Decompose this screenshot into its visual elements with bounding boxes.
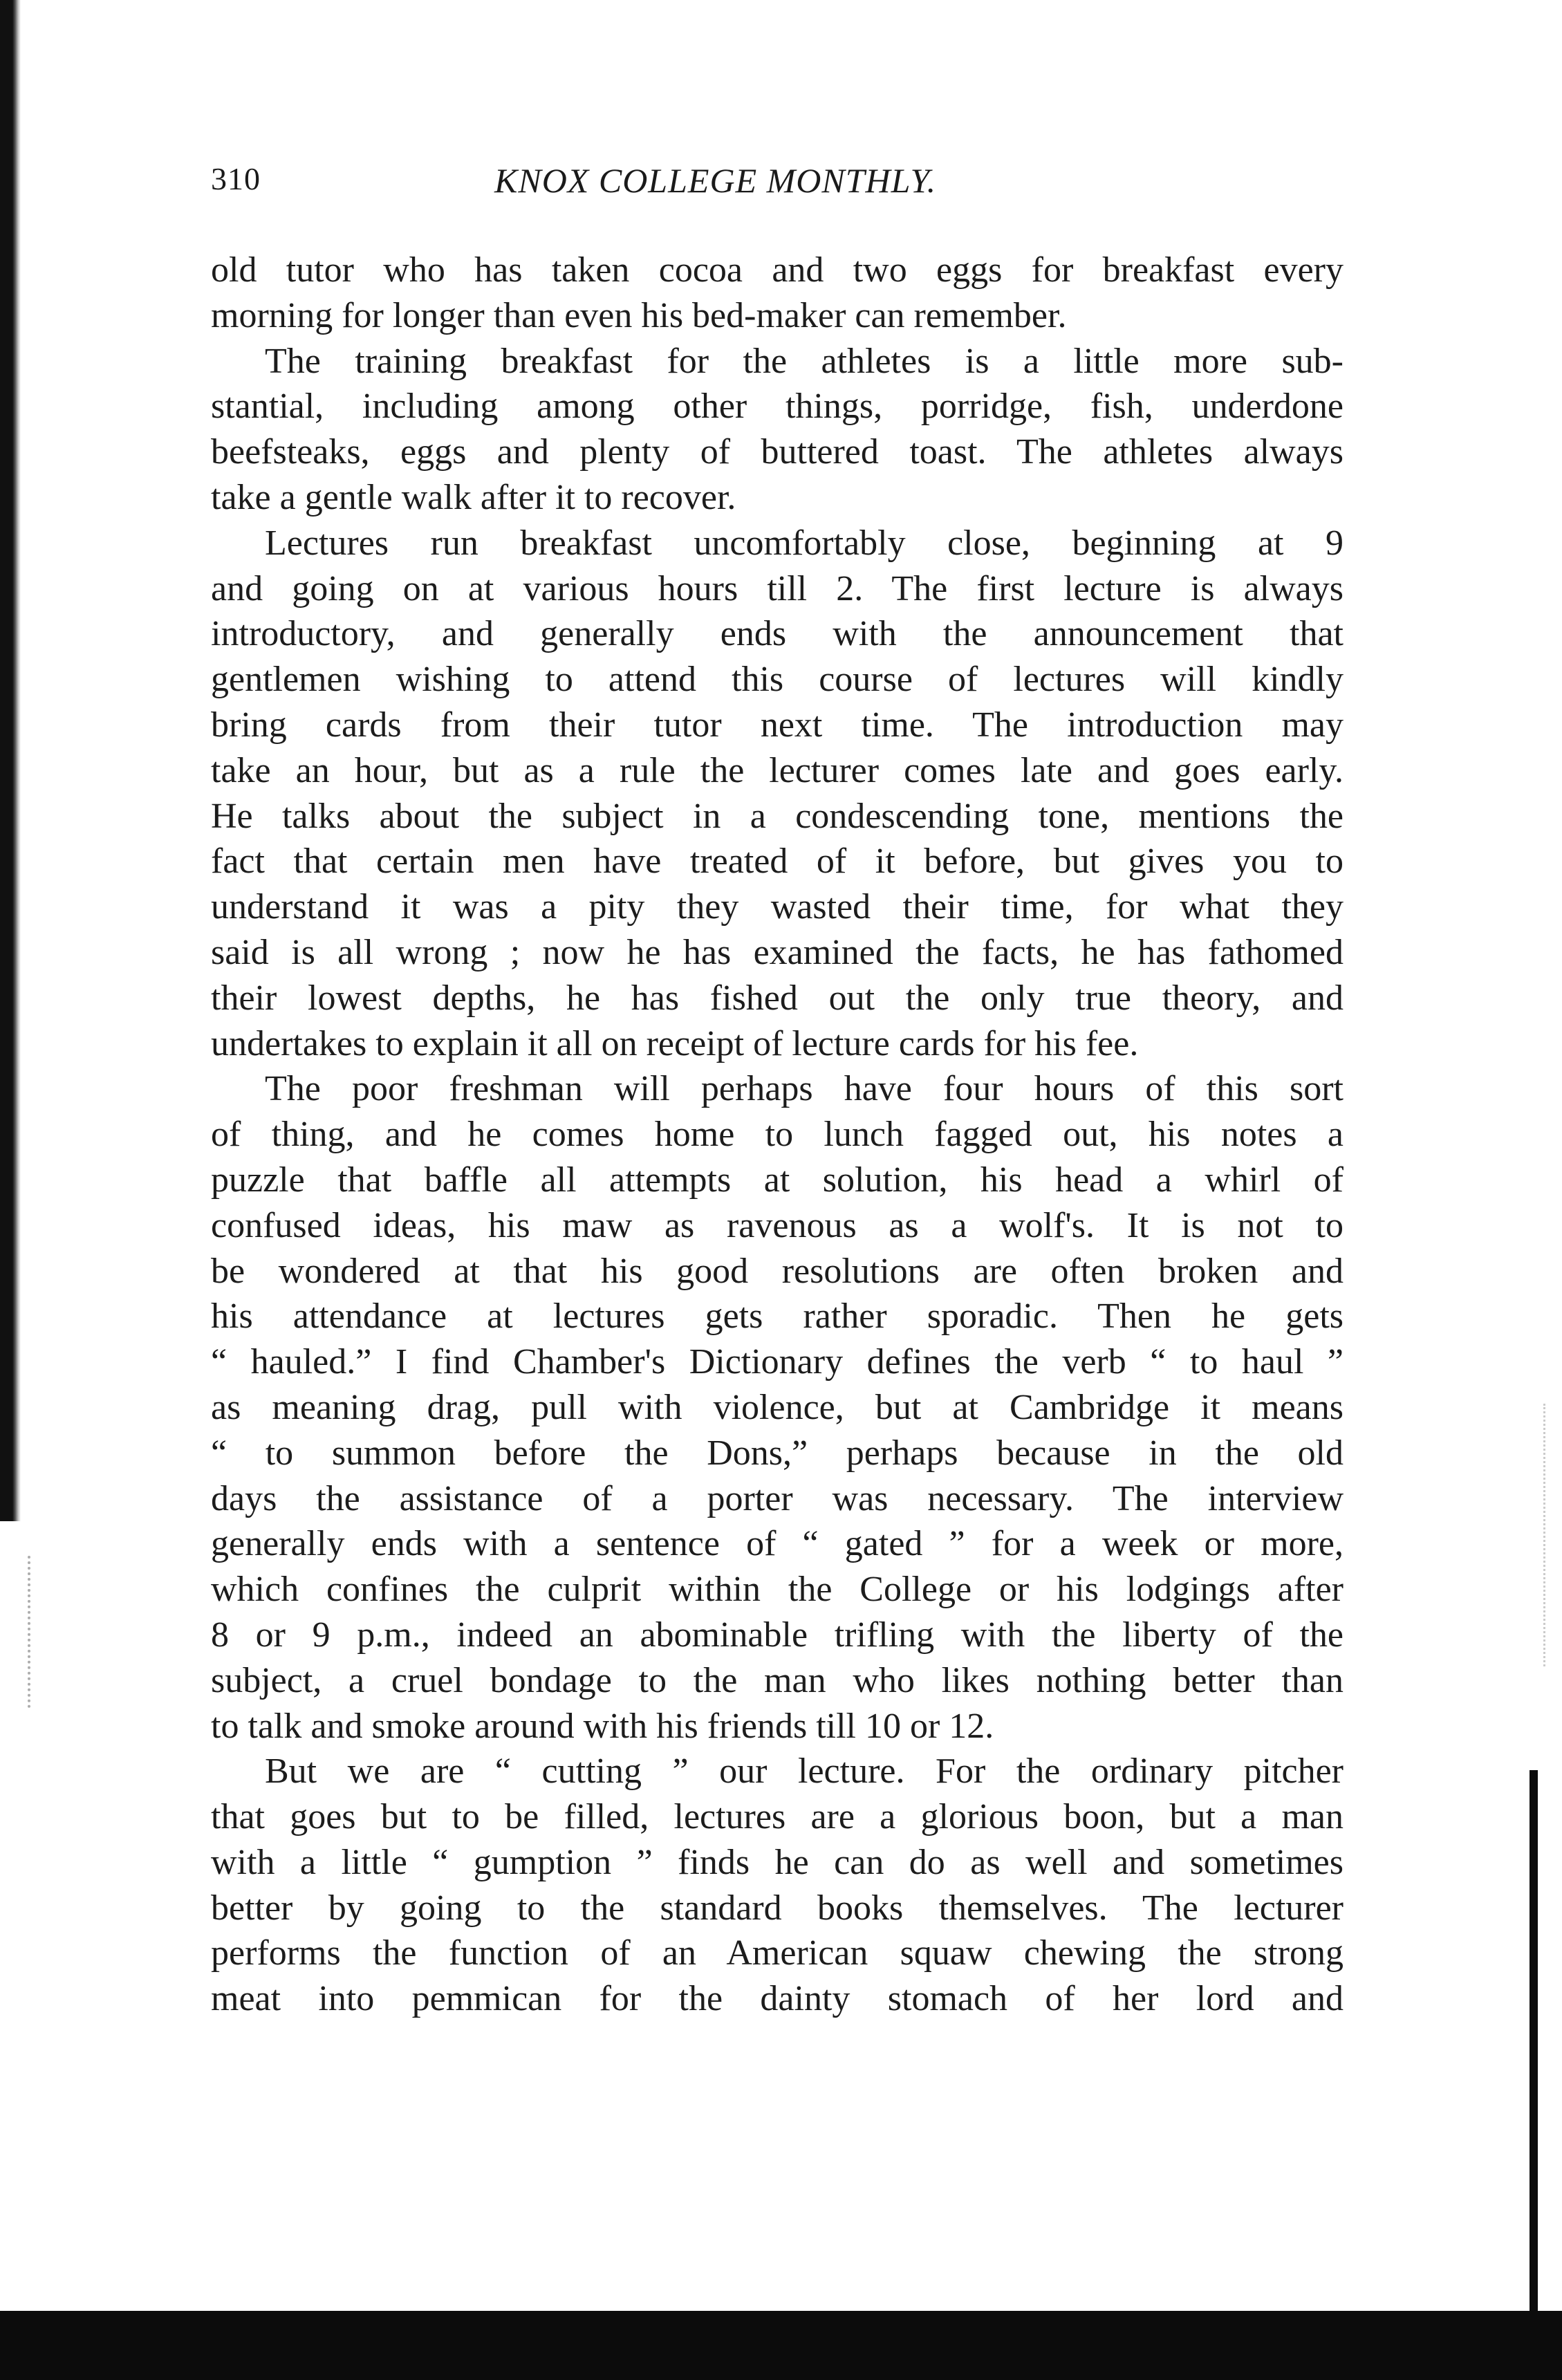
text-line: meat into pemmican for the dainty stomach of her lord and — [211, 1979, 1343, 2019]
text-line: “ hauled.” I find Chamber's Dictionary defines the verb “ to haul ” — [211, 1342, 1343, 1382]
page-header — [211, 160, 1345, 216]
text-line: that goes but to be filled, lectures are a glorious boon, but a man — [211, 1797, 1343, 1837]
scan-edge-right — [1530, 1770, 1538, 2323]
binding-shadow — [0, 0, 21, 1521]
scan-specks-right — [1543, 1404, 1552, 1666]
text-line: The training breakfast for the athletes is a little more sub- — [265, 341, 1343, 381]
text-line: of thing, and he comes home to lunch fagged out, his notes a — [211, 1115, 1343, 1155]
text-line: puzzle that baffle all attempts at solution, his head a whirl of — [211, 1160, 1343, 1200]
text-line: and going on at various hours till 2. The first lecture is always — [211, 568, 1343, 608]
text-line: He talks about the subject in a condescending tone, mentions the — [211, 796, 1343, 836]
text-line: generally ends with a sentence of “ gated ” for a week or more, — [211, 1524, 1343, 1564]
text-line: as meaning drag, pull with violence, but at Cambridge it means — [211, 1387, 1343, 1427]
scan-specks-left — [28, 1556, 58, 1708]
text-line: But we are “ cutting ” our lecture. For the ordinary pitcher — [265, 1751, 1343, 1792]
text-line: undertakes to explain it all on receipt of lecture cards for his fee. — [211, 1023, 1139, 1063]
text-line: better by going to the standard books themselves. The lecturer — [211, 1888, 1343, 1928]
text-line: gentlemen wishing to attend this course of lectures will kindly — [211, 660, 1343, 700]
text-line: confused ideas, his maw as ravenous as a wolf's. It is not to — [211, 1205, 1343, 1245]
page-number: 310 — [211, 161, 261, 196]
text-line: “ to summon before the Dons,” perhaps because in the old — [211, 1433, 1343, 1473]
text-line: morning for longer than even his bed-maker can remember. — [211, 295, 1067, 335]
text-line: his attendance at lectures gets rather sporadic. Then he gets — [211, 1296, 1343, 1337]
text-line: days the assistance of a porter was necessary. The interview — [211, 1478, 1343, 1518]
text-line: Lectures run breakfast uncomfortably close, beginning at 9 — [265, 523, 1343, 563]
text-line: understand it was a pity they wasted their time, for what they — [211, 887, 1343, 927]
running-head: KNOX COLLEGE MONTHLY. — [494, 161, 937, 200]
text-line: subject, a cruel bondage to the man who likes nothing better than — [211, 1660, 1343, 1700]
text-line: with a little “ gumption ” finds he can do as well and sometimes — [211, 1842, 1343, 1882]
text-line: old tutor who has taken cocoa and two eggs for breakfast every — [211, 250, 1343, 290]
text-line: fact that certain men have treated of it before, but gives you to — [211, 842, 1343, 882]
text-line: take an hour, but as a rule the lecturer comes late and goes early. — [211, 750, 1343, 790]
text-line: bring cards from their tutor next time. The introduction may — [211, 705, 1343, 745]
text-line: The poor freshman will perhaps have four hours of this sort — [265, 1069, 1343, 1109]
article-body — [211, 248, 1343, 2022]
text-line: be wondered at that his good resolutions are often broken and — [211, 1251, 1343, 1291]
text-line: take a gentle walk after it to recover. — [211, 477, 736, 517]
text-line: to talk and smoke around with his friends till 10 or 12. — [211, 1706, 994, 1746]
text-line: which confines the culprit within the College or his lodgings after — [211, 1570, 1343, 1610]
text-line: stantial, including among other things, porridge, fish, underdone — [211, 387, 1343, 427]
text-line: performs the function of an American squaw chewing the strong — [211, 1933, 1343, 1973]
scan-edge-bottom — [0, 2311, 1562, 2380]
text-line: their lowest depths, he has fished out the only true theory, and — [211, 978, 1343, 1018]
text-line: introductory, and generally ends with the announcement that — [211, 614, 1343, 654]
text-line: 8 or 9 p.m., indeed an abominable trifling with the liberty of the — [211, 1615, 1343, 1655]
text-line: beefsteaks, eggs and plenty of buttered toast. The athletes always — [211, 432, 1343, 472]
text-line: said is all wrong ; now he has examined the facts, he has fathomed — [211, 932, 1343, 972]
